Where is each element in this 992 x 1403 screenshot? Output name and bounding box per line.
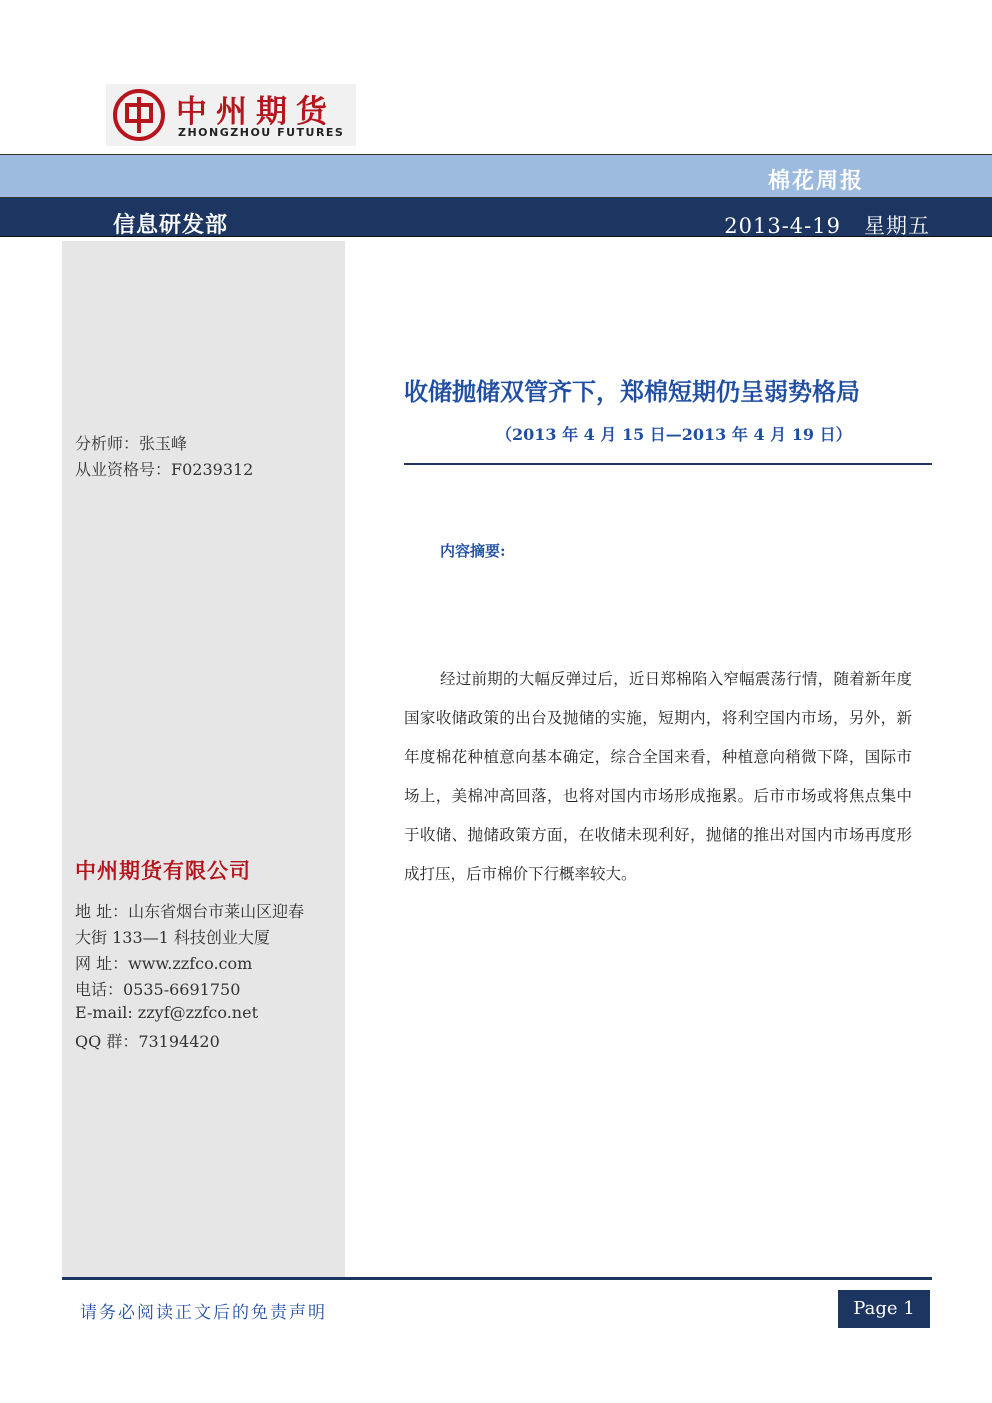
company-name: 中州期货有限公司 <box>75 858 251 883</box>
logo-name-cn: 中州期货 <box>176 94 336 130</box>
disclaimer-link: 请务必阅读正文后的免责声明 <box>80 1303 327 1323</box>
report-weekday: 星期五 <box>864 214 930 238</box>
report-period: （2013 年 4 月 15 日—2013 年 4 月 19 日） <box>496 425 852 444</box>
report-type-title: 棉花周报 <box>767 168 864 194</box>
logo-name-en: ZHONGZHOU FUTURES <box>178 126 345 139</box>
address-line2: 大街 133—1 科技创业大厦 <box>75 928 270 947</box>
page-number-badge: Page 1 <box>838 1290 930 1328</box>
footer-divider <box>62 1277 932 1280</box>
email-text: E-mail: zzyf@zzfco.net <box>75 1003 259 1022</box>
headline-divider <box>404 463 932 465</box>
address-line1: 地 址：山东省烟台市莱山区迎春 <box>75 902 305 921</box>
phone-text: 电话：0535-6691750 <box>75 980 241 999</box>
zhongzhou-seal-icon <box>112 88 166 142</box>
abstract-label: 内容摘要: <box>440 542 506 560</box>
report-headline: 收储抛储双管齐下，郑棉短期仍呈弱势格局 <box>404 377 860 406</box>
sidebar-panel <box>62 241 345 1277</box>
company-logo <box>106 84 356 146</box>
analyst-license: 从业资格号：F0239312 <box>75 460 254 479</box>
abstract-paragraph: 经过前期的大幅反弹过后，近日郑棉陷入窄幅震荡行情，随着新年度国家收储政策的出台及抛储的实施，短期内，将利空国内市场，另外，新年度棉花种植意向基本确定，综合全国来看，种植意向稍微下降，国际市场上，美棉冲高回落，也将对国内市场形成拖累。后市市场或将焦点集中于收储、抛储政策方面，在收储未现利好，抛储的推出对国内市场再度形成打压，后市棉价下行概率较大。 <box>404 670 912 883</box>
qq-group-text: QQ 群：73194420 <box>75 1032 220 1051</box>
website-text: 网 址：www.zzfco.com <box>75 954 253 973</box>
report-date-value: 2013-4-19 <box>724 214 841 238</box>
report-date <box>724 210 930 240</box>
department-label: 信息研发部 <box>113 212 229 238</box>
analyst-name: 分析师：张玉峰 <box>75 434 188 453</box>
